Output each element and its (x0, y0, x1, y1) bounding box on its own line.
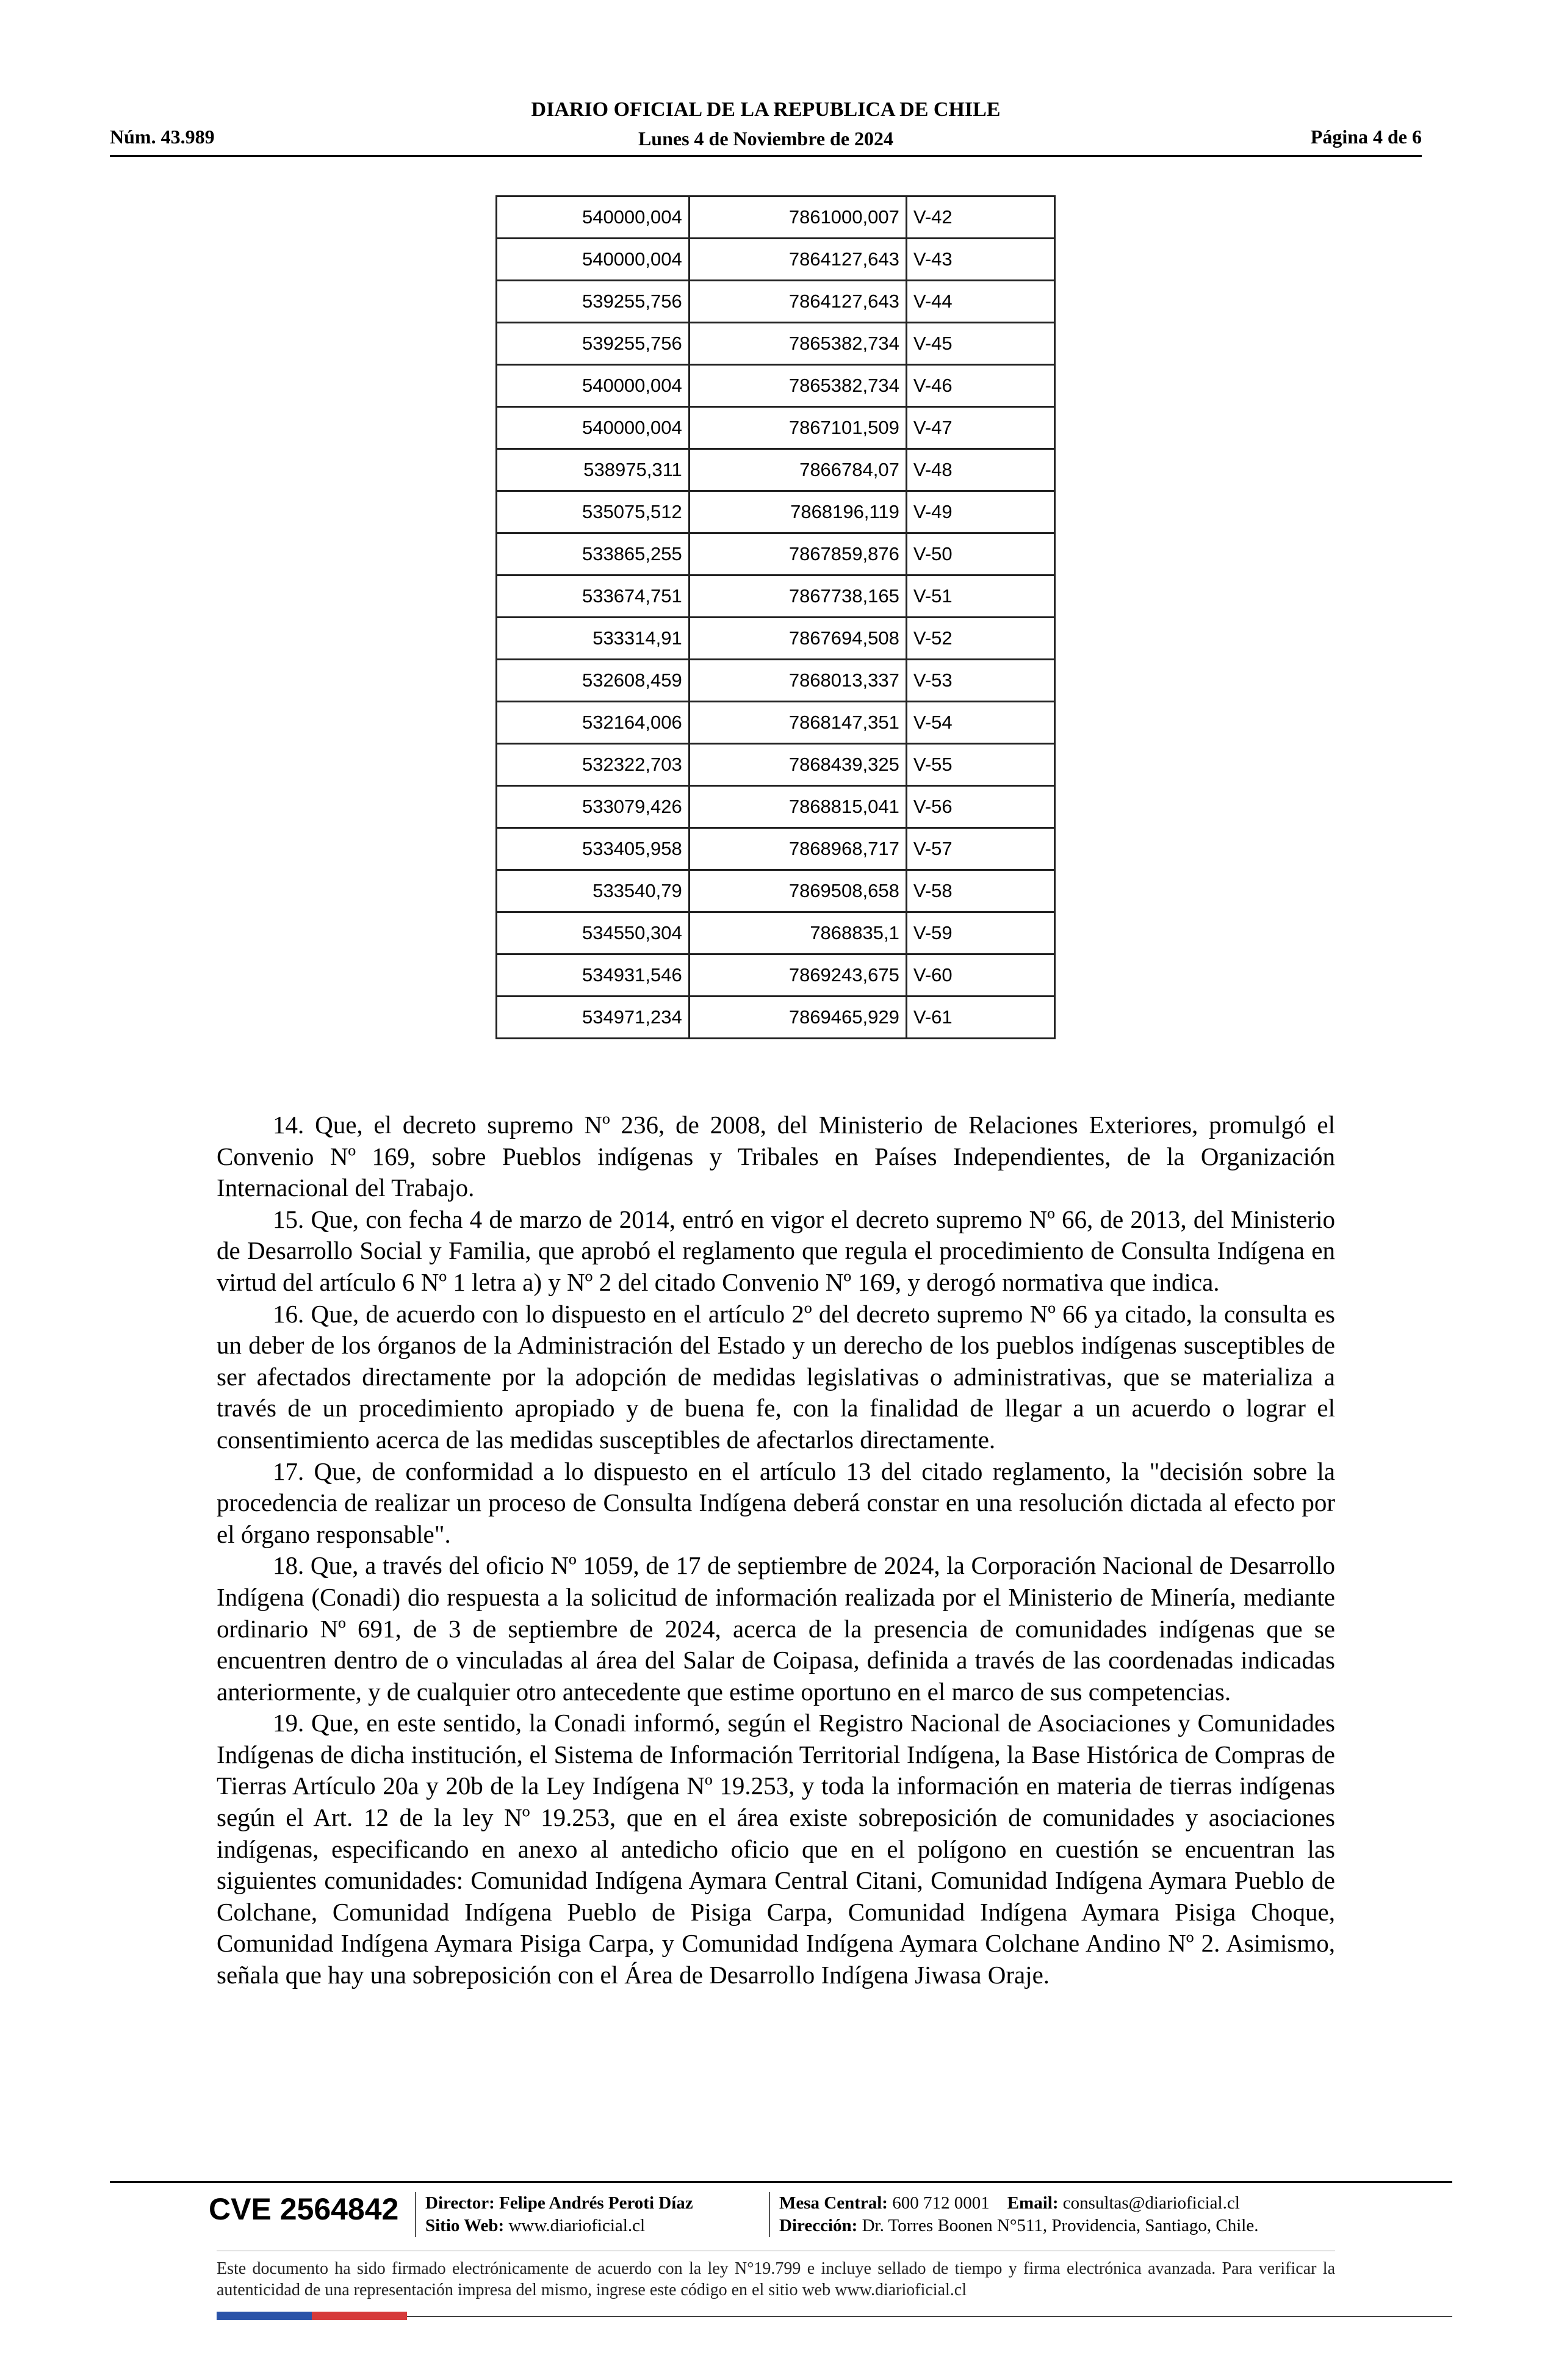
vertex-cell: V-54 (906, 702, 1054, 744)
northing-cell: 7864127,643 (689, 239, 906, 281)
table-row (497, 239, 1055, 281)
northing-cell: 7866784,07 (689, 449, 906, 491)
easting-cell: 533865,255 (497, 533, 690, 575)
easting-cell: 532608,459 (497, 660, 690, 702)
vertex-cell: V-42 (906, 197, 1054, 239)
site-line (425, 2215, 693, 2237)
easting-cell: 540000,004 (497, 239, 690, 281)
flag-bar-blue (217, 2312, 312, 2320)
footer-separator (769, 2192, 770, 2237)
vertex-cell: V-43 (906, 239, 1054, 281)
northing-cell: 7865382,734 (689, 323, 906, 365)
easting-cell: 539255,756 (497, 323, 690, 365)
easting-cell: 535075,512 (497, 491, 690, 533)
coordinates-table-body (497, 197, 1055, 1039)
table-row (497, 870, 1055, 912)
newspaper-title: DIARIO OFICIAL DE LA REPUBLICA DE CHILE (531, 98, 1001, 121)
table-row (497, 533, 1055, 575)
easting-cell: 533540,79 (497, 870, 690, 912)
table-row (497, 323, 1055, 365)
footer-divider (110, 2181, 1452, 2183)
easting-cell: 533314,91 (497, 618, 690, 660)
issue-number: Núm. 43.989 (110, 126, 215, 148)
vertex-cell: V-53 (906, 660, 1054, 702)
vertex-cell: V-58 (906, 870, 1054, 912)
vertex-cell: V-46 (906, 365, 1054, 407)
northing-cell: 7868815,041 (689, 786, 906, 828)
easting-cell: 533079,426 (497, 786, 690, 828)
table-row (497, 660, 1055, 702)
table-row (497, 281, 1055, 323)
table-row (497, 954, 1055, 997)
northing-cell: 7864127,643 (689, 281, 906, 323)
contact-line (779, 2192, 1258, 2215)
easting-cell: 539255,756 (497, 281, 690, 323)
header-divider (110, 155, 1422, 157)
address-line (779, 2215, 1258, 2237)
northing-cell: 7865382,734 (689, 365, 906, 407)
footer-contact-block (779, 2192, 1258, 2237)
flag-bar-line (407, 2316, 1452, 2317)
vertex-cell: V-45 (906, 323, 1054, 365)
easting-cell: 532164,006 (497, 702, 690, 744)
northing-cell: 7869508,658 (689, 870, 906, 912)
email-link[interactable]: consultas@diarioficial.cl (1062, 2193, 1240, 2213)
table-row (497, 912, 1055, 954)
paragraph: 15. Que, con fecha 4 de marzo de 2014, entró en vigor el decreto supremo Nº 66, de 2013, del Ministerio de Desarrollo Social y Familia, que aprobó el reglamento que regula el procedimiento de Consulta Indígena en virtud del artículo 6 Nº 1 letra a) y Nº 2 del citado Convenio Nº 169, y derogó normativa que indica. (217, 1205, 1335, 1296)
easting-cell: 534550,304 (497, 912, 690, 954)
paragraph: 17. Que, de conformidad a lo dispuesto en el artículo 13 del citado reglamento, la "decisión sobre la procedencia de realizar un proceso de Consulta Indígena deberá constar en una resolución dictada al efecto por el órgano responsable". (217, 1457, 1335, 1548)
table-row (497, 449, 1055, 491)
paragraph: 18. Que, a través del oficio Nº 1059, de 17 de septiembre de 2024, la Corporación Nacional de Desarrollo Indígena (Conadi) dio respuesta a la solicitud de información realizada por el Ministerio de Minería, mediante ordinario Nº 691, de 3 de septiembre de 2024, acerca de la presencia de comunidades indígenas que se encuentren dentro de o vinculadas al área del Salar de Coipasa, definida a través de las coordenadas indicadas anteriormente, y de cualquier otro antecedente que estime oportuno en el marco de sus competencias. (217, 1551, 1335, 1706)
site-label: Sitio Web: (425, 2216, 505, 2235)
northing-cell: 7868013,337 (689, 660, 906, 702)
disclaimer: Este documento ha sido firmado electrónicamente de acuerdo con la ley N°19.799 e incluye sellado de tiempo y firma electrónica avanzada. Para verificar la autenticidad de una representación impresa del mismo, ingrese este código en el sitio web www.diarioficial.cl (217, 2259, 1335, 2299)
page-header (110, 92, 1422, 159)
vertex-cell: V-44 (906, 281, 1054, 323)
northing-cell: 7868439,325 (689, 744, 906, 786)
northing-cell: 7867738,165 (689, 575, 906, 618)
address-text: Dr. Torres Boonen N°511, Providencia, Santiago, Chile. (862, 2216, 1259, 2235)
page-number: Página 4 de 6 (1310, 126, 1422, 148)
vertex-cell: V-55 (906, 744, 1054, 786)
table-row (497, 365, 1055, 407)
easting-cell: 540000,004 (497, 365, 690, 407)
paragraph: 19. Que, en este sentido, la Conadi informó, según el Registro Nacional de Asociaciones y Comunidades Indígenas de dicha institución, el Sistema de Información Territorial Indígena, la Base Histórica de Compras de Tierras Artículo 20a y 20b de la Ley Indígena Nº 19.253, y toda la información en materia de tierras indígenas según el Art. 12 de la ley Nº 19.253, que en el área existe sobreposición de comunidades y asociaciones indígenas, especificando en anexo al antedicho oficio que en el polígono en cuestión se encuentran las siguientes comunidades: Comunidad Indígena Aymara Central Citani, Comunidad Indígena Aymara Pueblo de Colchane, Comunidad Indígena Pueblo de Pisiga Carpa, Comunidad Indígena Aymara Pisiga Choque, Comunidad Indígena Aymara Pisiga Carpa, y Comunidad Indígena Aymara Colchane Andino Nº 2. Asimismo, señala que hay una sobreposición con el Área de Desarrollo Indígena Jiwasa Oraje. (217, 1709, 1335, 1989)
cve-code: CVE 2564842 (209, 2192, 399, 2226)
flag-bar-red (312, 2312, 407, 2320)
vertex-cell: V-56 (906, 786, 1054, 828)
table-row (497, 575, 1055, 618)
northing-cell: 7869243,675 (689, 954, 906, 997)
vertex-cell: V-57 (906, 828, 1054, 870)
mesa-label: Mesa Central: (779, 2193, 888, 2213)
table-row (497, 744, 1055, 786)
vertex-cell: V-60 (906, 954, 1054, 997)
northing-cell: 7867694,508 (689, 618, 906, 660)
issue-date: Lunes 4 de Noviembre de 2024 (638, 128, 894, 150)
footer-director-block (425, 2192, 693, 2237)
table-row (497, 828, 1055, 870)
footer-separator (415, 2192, 416, 2237)
vertex-cell: V-49 (906, 491, 1054, 533)
director-label: Director: (425, 2193, 495, 2213)
easting-cell: 533405,958 (497, 828, 690, 870)
table-row (497, 997, 1055, 1039)
table-row (497, 786, 1055, 828)
table-row (497, 407, 1055, 449)
table-row (497, 197, 1055, 239)
vertex-cell: V-51 (906, 575, 1054, 618)
coordinates-table (495, 195, 1056, 1039)
northing-cell: 7869465,929 (689, 997, 906, 1039)
mesa-phone: 600 712 0001 (892, 2193, 990, 2213)
easting-cell: 540000,004 (497, 197, 690, 239)
site-link[interactable]: www.diarioficial.cl (508, 2216, 646, 2235)
vertex-cell: V-61 (906, 997, 1054, 1039)
northing-cell: 7868835,1 (689, 912, 906, 954)
vertex-cell: V-59 (906, 912, 1054, 954)
table-row (497, 702, 1055, 744)
easting-cell: 540000,004 (497, 407, 690, 449)
body-text (217, 1109, 1335, 1991)
table-row (497, 491, 1055, 533)
email-label: Email: (1007, 2193, 1059, 2213)
easting-cell: 534931,546 (497, 954, 690, 997)
vertex-cell: V-52 (906, 618, 1054, 660)
northing-cell: 7867859,876 (689, 533, 906, 575)
paragraph: 14. Que, el decreto supremo Nº 236, de 2008, del Ministerio de Relaciones Exteriores, promulgó el Convenio Nº 169, sobre Pueblos indígenas y Tribales en Países Independientes, de la Organización Internacional del Trabajo. (217, 1111, 1335, 1202)
table-row (497, 618, 1055, 660)
northing-cell: 7861000,007 (689, 197, 906, 239)
masthead (110, 95, 1422, 153)
vertex-cell: V-50 (906, 533, 1054, 575)
easting-cell: 533674,751 (497, 575, 690, 618)
vertex-cell: V-47 (906, 407, 1054, 449)
easting-cell: 534971,234 (497, 997, 690, 1039)
director-line (425, 2192, 693, 2215)
northing-cell: 7868147,351 (689, 702, 906, 744)
address-label: Dirección: (779, 2216, 858, 2235)
easting-cell: 532322,703 (497, 744, 690, 786)
paragraph: 16. Que, de acuerdo con lo dispuesto en el artículo 2º del decreto supremo Nº 66 ya citado, la consulta es un deber de los órganos de la Administración del Estado y un derecho de los pueblos indígenas susceptibles de ser afectados directamente por la adopción de medidas legislativas o administrativas, que se materializa a través de un procedimiento apropiado y de buena fe, con la finalidad de llegar a un acuerdo o lograr el consentimiento acerca de las medidas susceptibles de afectarlos directamente. (217, 1299, 1335, 1454)
northing-cell: 7868968,717 (689, 828, 906, 870)
vertex-cell: V-48 (906, 449, 1054, 491)
northing-cell: 7868196,119 (689, 491, 906, 533)
director-name: Felipe Andrés Peroti Díaz (499, 2193, 693, 2213)
northing-cell: 7867101,509 (689, 407, 906, 449)
easting-cell: 538975,311 (497, 449, 690, 491)
